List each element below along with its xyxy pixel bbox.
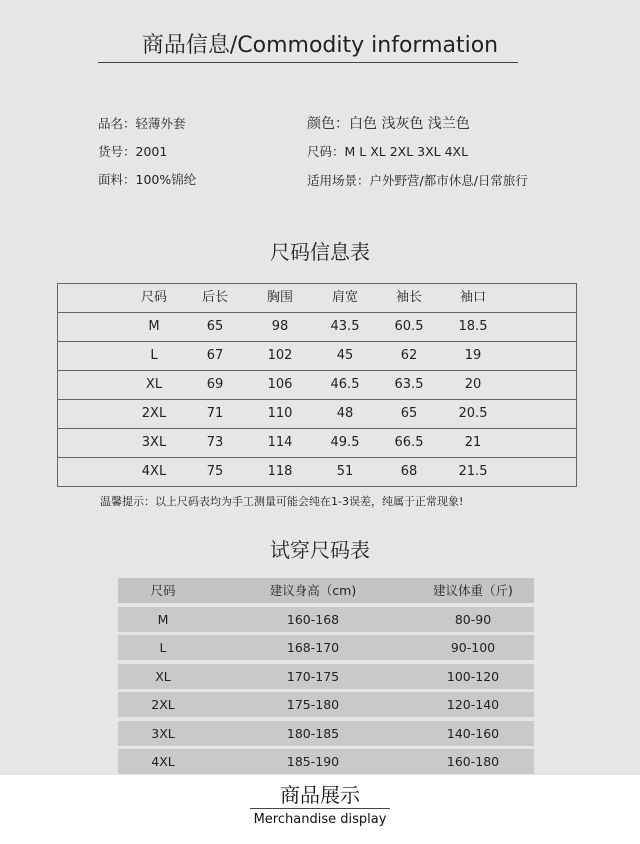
fit-cell: 180-185	[286, 725, 340, 741]
fit-cell: 170-175	[286, 668, 340, 684]
size-cell: 19	[464, 348, 482, 363]
size-cell: 69	[206, 377, 224, 392]
size-cell: XL	[145, 377, 163, 392]
size-cell: 98	[271, 319, 289, 334]
size-cell: 102	[267, 348, 293, 363]
size-cell: M	[148, 319, 160, 334]
size-cell: 73	[206, 435, 224, 450]
size-cell: 3XL	[141, 435, 167, 450]
fit-cell: 160-180	[446, 754, 500, 769]
fit-table-header-row	[118, 578, 534, 603]
size-cell: 75	[206, 464, 224, 479]
fit-cell: 120-140	[446, 697, 500, 712]
size-cell: 2XL	[141, 406, 167, 421]
size-cell: 65	[206, 319, 224, 334]
size-header-cell: 后长	[201, 290, 228, 305]
size-header-cell: 袖长	[395, 290, 422, 305]
size-header-cell: 肩宽	[331, 290, 358, 305]
size-cell: 67	[206, 348, 224, 363]
size-cell: 18.5	[458, 319, 488, 334]
showcase-title: 商品展示	[280, 783, 360, 807]
fit-cell: L	[159, 640, 167, 655]
size-cell: 48	[336, 406, 354, 421]
fit-cell: M	[157, 611, 169, 627]
fit-cell: 90-100	[450, 640, 496, 655]
fit-cell: 168-170	[286, 640, 340, 655]
size-header-cell: 胸围	[266, 290, 293, 305]
showcase-divider	[250, 808, 390, 809]
page-header-title: 商品信息/Commodity information	[141, 33, 499, 58]
size-cell: 68	[400, 464, 418, 479]
fit-cell: 185-190	[286, 754, 340, 769]
size-cell: 21.5	[458, 464, 488, 479]
fit-cell: 140-160	[446, 725, 500, 741]
fit-header-cell: 建议体重（斤)	[433, 583, 513, 598]
size-cell: 45	[336, 348, 354, 363]
size-cell: 20.5	[458, 406, 488, 421]
fit-table-row	[118, 664, 534, 689]
size-cell: 118	[267, 464, 293, 479]
size-table-header-row	[58, 284, 576, 313]
size-cell: 65	[400, 406, 418, 421]
fit-table	[118, 578, 534, 778]
fit-cell: 80-90	[454, 611, 492, 627]
size-cell: L	[150, 348, 158, 363]
size-cell: 49.5	[330, 435, 360, 450]
info-item-no: 货号：2001	[98, 144, 168, 159]
fit-cell: 160-168	[286, 611, 340, 627]
size-table-row	[58, 313, 576, 342]
size-cell: 4XL	[141, 464, 167, 479]
size-table-row	[58, 371, 576, 400]
header-divider	[98, 62, 518, 63]
fit-cell: 4XL	[151, 754, 175, 769]
fit-table-row	[118, 721, 534, 746]
size-table-row	[58, 429, 576, 458]
size-table-row	[58, 342, 576, 371]
fit-table-row	[118, 692, 534, 717]
size-table-title: 尺码信息表	[270, 240, 370, 264]
fit-table-row	[118, 749, 534, 774]
size-table-row	[58, 458, 576, 487]
fit-cell: 100-120	[446, 668, 500, 684]
size-cell: 21	[464, 435, 482, 450]
size-cell: 20	[464, 377, 482, 392]
fit-header-cell: 尺码	[150, 583, 176, 598]
fit-table-row	[118, 635, 534, 660]
info-name: 品名：轻薄外套	[98, 116, 186, 131]
size-table	[57, 283, 577, 487]
fit-table-title: 试穿尺码表	[270, 538, 370, 562]
size-cell: 60.5	[394, 319, 424, 334]
fit-cell: 2XL	[151, 697, 175, 712]
fit-table-row	[118, 607, 534, 632]
size-header-cell: 袖口	[459, 290, 486, 305]
fit-cell: 3XL	[151, 725, 175, 741]
size-cell: 110	[267, 406, 293, 421]
size-cell: 71	[206, 406, 224, 421]
size-cell: 114	[267, 435, 293, 450]
info-sizes: 尺码：M L XL 2XL 3XL 4XL	[307, 144, 469, 159]
size-cell: 66.5	[394, 435, 424, 450]
info-material: 面料：100%锦纶	[98, 172, 197, 187]
size-cell: 51	[336, 464, 354, 479]
size-cell: 63.5	[394, 377, 424, 392]
size-cell: 43.5	[330, 319, 360, 334]
size-header-cell: 尺码	[140, 290, 167, 305]
info-scene: 适用场景：户外野营/都市休息/日常旅行	[307, 173, 528, 188]
fit-cell: 175-180	[286, 697, 340, 712]
size-table-row	[58, 400, 576, 429]
info-color: 颜色：白色 浅灰色 浅兰色	[307, 116, 470, 132]
fit-cell: XL	[155, 668, 171, 684]
size-cell: 62	[400, 348, 418, 363]
size-cell: 106	[267, 377, 293, 392]
fit-header-cell: 建议身高（cm)	[269, 583, 357, 598]
size-cell: 46.5	[330, 377, 360, 392]
showcase-subtitle: Merchandise display	[253, 812, 387, 827]
measurement-note: 温馨提示：以上尺码表均为手工测量可能会纯在1-3误差，纯属于正常现象!	[100, 495, 464, 508]
